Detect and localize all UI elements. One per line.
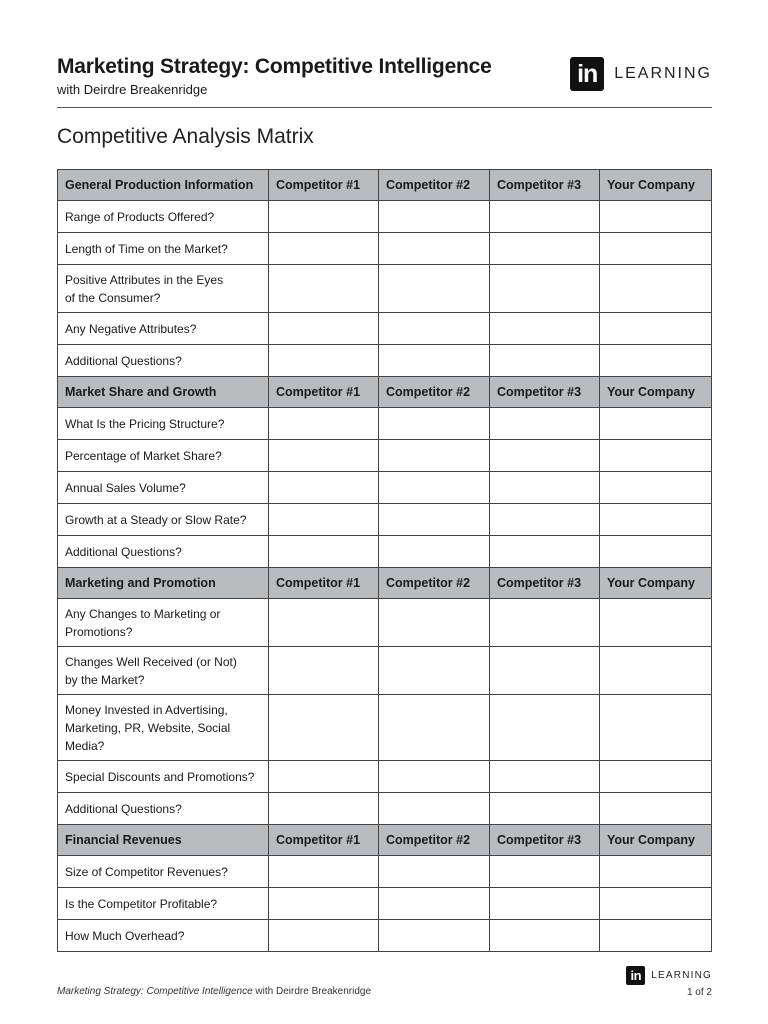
question-label: Additional Questions? (58, 536, 269, 568)
answer-cell[interactable] (490, 695, 600, 761)
question-label: Additional Questions? (58, 345, 269, 377)
answer-cell[interactable] (600, 472, 712, 504)
answer-cell[interactable] (600, 265, 712, 313)
answer-cell[interactable] (490, 647, 600, 695)
answer-cell[interactable] (379, 233, 490, 265)
answer-cell[interactable] (269, 695, 379, 761)
answer-cell[interactable] (379, 599, 490, 647)
answer-cell[interactable] (269, 888, 379, 920)
answer-cell[interactable] (269, 440, 379, 472)
answer-cell[interactable] (490, 504, 600, 536)
section-header-row (58, 568, 712, 599)
answer-cell[interactable] (379, 504, 490, 536)
table-row (58, 793, 712, 825)
answer-cell[interactable] (379, 761, 490, 793)
document-header (57, 54, 712, 98)
table-row (58, 233, 712, 265)
question-label: Money Invested in Advertising, Marketing, PR, Website, Social Media? (58, 695, 269, 761)
answer-cell[interactable] (600, 761, 712, 793)
table-row (58, 265, 712, 313)
question-label: Range of Products Offered? (58, 201, 269, 233)
answer-cell[interactable] (269, 504, 379, 536)
linkedin-in-icon: in (570, 57, 604, 91)
competitive-analysis-matrix (57, 169, 712, 952)
answer-cell[interactable] (600, 695, 712, 761)
answer-cell[interactable] (269, 793, 379, 825)
answer-cell[interactable] (269, 920, 379, 952)
answer-cell[interactable] (269, 647, 379, 695)
answer-cell[interactable] (490, 408, 600, 440)
footer-logo (626, 966, 712, 985)
answer-cell[interactable] (269, 408, 379, 440)
answer-cell[interactable] (379, 888, 490, 920)
answer-cell[interactable] (490, 345, 600, 377)
answer-cell[interactable] (379, 536, 490, 568)
answer-cell[interactable] (600, 599, 712, 647)
answer-cell[interactable] (490, 761, 600, 793)
table-row (58, 536, 712, 568)
table-row (58, 888, 712, 920)
question-label: Size of Competitor Revenues? (58, 856, 269, 888)
table-row (58, 201, 712, 233)
table-row (58, 856, 712, 888)
answer-cell[interactable] (379, 345, 490, 377)
question-label: Special Discounts and Promotions? (58, 761, 269, 793)
column-header: Competitor #3 (490, 170, 600, 201)
column-header: Your Company (600, 568, 712, 599)
answer-cell[interactable] (379, 856, 490, 888)
column-header: Competitor #1 (269, 825, 379, 856)
question-label: Any Changes to Marketing or Promotions? (58, 599, 269, 647)
question-label: Percentage of Market Share? (58, 440, 269, 472)
answer-cell[interactable] (269, 233, 379, 265)
table-row (58, 472, 712, 504)
section-title: Marketing and Promotion (58, 568, 269, 599)
column-header: Your Company (600, 825, 712, 856)
section-header-row (58, 170, 712, 201)
answer-cell[interactable] (490, 888, 600, 920)
answer-cell[interactable] (379, 647, 490, 695)
answer-cell[interactable] (490, 313, 600, 345)
answer-cell[interactable] (379, 265, 490, 313)
answer-cell[interactable] (490, 599, 600, 647)
table-row (58, 440, 712, 472)
linkedin-learning-logo (570, 57, 712, 91)
answer-cell[interactable] (269, 856, 379, 888)
footer-logo-wordmark: LEARNING (651, 970, 712, 981)
table-row (58, 408, 712, 440)
answer-cell[interactable] (379, 920, 490, 952)
footer-branding (626, 966, 712, 998)
answer-cell[interactable] (600, 313, 712, 345)
answer-cell[interactable] (269, 313, 379, 345)
table-row (58, 313, 712, 345)
column-header: Competitor #2 (379, 377, 490, 408)
question-label: What Is the Pricing Structure? (58, 408, 269, 440)
column-header: Competitor #1 (269, 377, 379, 408)
answer-cell[interactable] (490, 233, 600, 265)
answer-cell[interactable] (490, 856, 600, 888)
section-header-row (58, 825, 712, 856)
answer-cell[interactable] (600, 536, 712, 568)
answer-cell[interactable] (269, 265, 379, 313)
answer-cell[interactable] (379, 695, 490, 761)
column-header: Competitor #1 (269, 170, 379, 201)
question-label: Is the Competitor Profitable? (58, 888, 269, 920)
answer-cell[interactable] (379, 472, 490, 504)
answer-cell[interactable] (490, 793, 600, 825)
question-label: Any Negative Attributes? (58, 313, 269, 345)
answer-cell[interactable] (490, 472, 600, 504)
column-header: Competitor #3 (490, 825, 600, 856)
question-label: Additional Questions? (58, 793, 269, 825)
table-row (58, 920, 712, 952)
table-row (58, 695, 712, 761)
answer-cell[interactable] (379, 793, 490, 825)
question-label: Length of Time on the Market? (58, 233, 269, 265)
header-divider (57, 107, 712, 108)
page-number: 1 of 2 (686, 987, 712, 998)
answer-cell[interactable] (269, 201, 379, 233)
logo-wordmark: LEARNING (614, 65, 712, 82)
question-label: Positive Attributes in the Eyes of the Consumer? (58, 265, 269, 313)
answer-cell[interactable] (269, 345, 379, 377)
table-row (58, 647, 712, 695)
table-row (58, 599, 712, 647)
course-title: Marketing Strategy: Competitive Intelligence (57, 55, 492, 78)
answer-cell[interactable] (269, 599, 379, 647)
footer-credit (57, 986, 371, 997)
table-row (58, 345, 712, 377)
question-label: Growth at a Steady or Slow Rate? (58, 504, 269, 536)
answer-cell[interactable] (600, 856, 712, 888)
question-label: How Much Overhead? (58, 920, 269, 952)
question-label: Changes Well Received (or Not) by the Market? (58, 647, 269, 695)
column-header: Competitor #2 (379, 568, 490, 599)
column-header: Competitor #1 (269, 568, 379, 599)
column-header: Competitor #3 (490, 377, 600, 408)
answer-cell[interactable] (490, 536, 600, 568)
footer-course-title: Marketing Strategy: Competitive Intelligence (57, 986, 253, 997)
section-title: Market Share and Growth (58, 377, 269, 408)
answer-cell[interactable] (379, 201, 490, 233)
answer-cell[interactable] (600, 233, 712, 265)
section-title: Financial Revenues (58, 825, 269, 856)
footer-author: with Deirdre Breakenridge (252, 986, 372, 997)
answer-cell[interactable] (269, 761, 379, 793)
answer-cell[interactable] (600, 345, 712, 377)
page-title: Competitive Analysis Matrix (57, 125, 314, 148)
answer-cell[interactable] (600, 920, 712, 952)
answer-cell[interactable] (490, 920, 600, 952)
section-header-row (58, 377, 712, 408)
answer-cell[interactable] (490, 440, 600, 472)
answer-cell[interactable] (600, 793, 712, 825)
column-header: Your Company (600, 170, 712, 201)
answer-cell[interactable] (490, 201, 600, 233)
answer-cell[interactable] (379, 408, 490, 440)
answer-cell[interactable] (269, 472, 379, 504)
answer-cell[interactable] (600, 504, 712, 536)
column-header: Competitor #3 (490, 568, 600, 599)
section-title: General Production Information (58, 170, 269, 201)
linkedin-in-icon: in (626, 966, 645, 985)
answer-cell[interactable] (600, 440, 712, 472)
answer-cell[interactable] (600, 408, 712, 440)
answer-cell[interactable] (379, 440, 490, 472)
column-header: Competitor #2 (379, 825, 490, 856)
column-header: Your Company (600, 377, 712, 408)
column-header: Competitor #2 (379, 170, 490, 201)
answer-cell[interactable] (379, 313, 490, 345)
course-author: with Deirdre Breakenridge (57, 82, 208, 97)
table-row (58, 504, 712, 536)
table-row (58, 761, 712, 793)
answer-cell[interactable] (600, 888, 712, 920)
answer-cell[interactable] (600, 647, 712, 695)
answer-cell[interactable] (600, 201, 712, 233)
question-label: Annual Sales Volume? (58, 472, 269, 504)
answer-cell[interactable] (269, 536, 379, 568)
answer-cell[interactable] (490, 265, 600, 313)
